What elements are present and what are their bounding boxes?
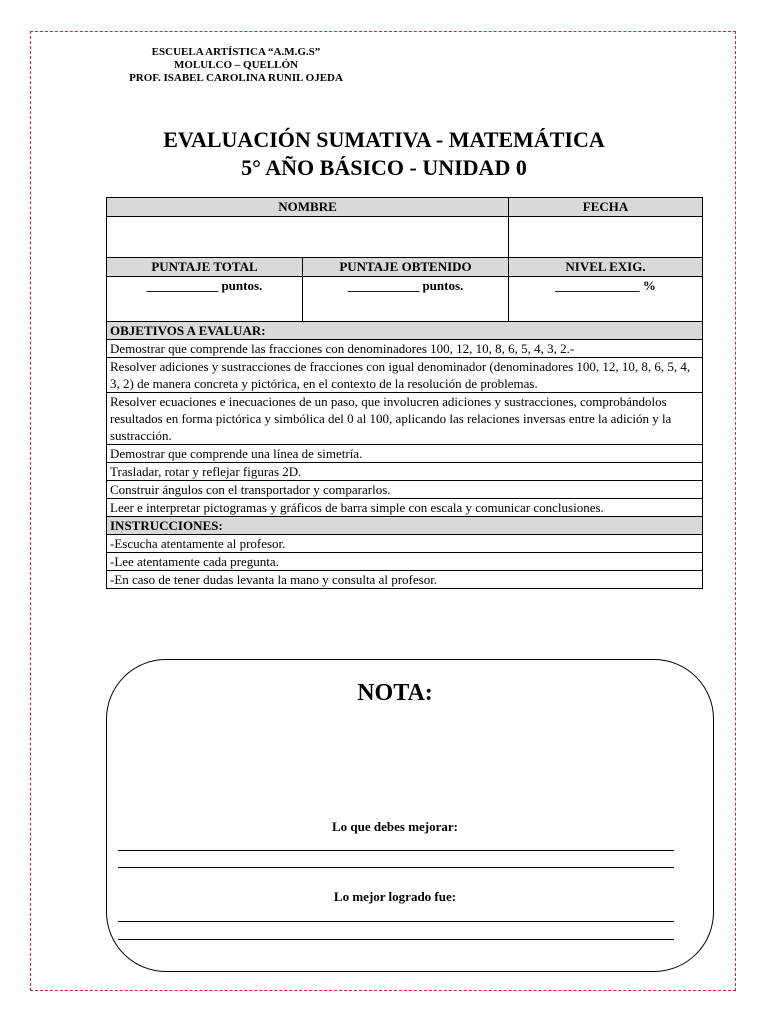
mejorar-line-1[interactable] (118, 850, 674, 851)
instruccion-item: -Escucha atentamente al profesor. (107, 535, 703, 553)
nombre-header: NOMBRE (107, 198, 509, 217)
objetivo-item: Resolver ecuaciones e inecuaciones de un paso, que involucren adiciones y sustracciones, comprobándolos resultados en forma pictórica y simbólica del 0 al 100, aplicando las relaciones inversas entre la adición y la sustracción. (107, 393, 703, 445)
fecha-field[interactable] (509, 217, 703, 258)
objetivo-item: Trasladar, rotar y reflejar figuras 2D. (107, 463, 703, 481)
nivel-field[interactable]: _____________ % (509, 277, 703, 322)
document-subtitle: 5° AÑO BÁSICO - UNIDAD 0 (241, 155, 527, 180)
objetivo-item: Demostrar que comprende una línea de simetría. (107, 445, 703, 463)
logrado-label: Lo mejor logrado fue: (333, 889, 457, 904)
logrado-line-2[interactable] (118, 939, 674, 940)
school-header (106, 46, 366, 85)
teacher-name: PROF. ISABEL CAROLINA RUNIL OJEDA (129, 72, 343, 84)
mejorar-label: Lo que debes mejorar: (331, 819, 458, 834)
school-name: ESCUELA ARTÍSTICA “A.M.G.S” (151, 46, 321, 58)
objetivo-item: Demostrar que comprende las fracciones con denominadores 100, 12, 10, 8, 6, 5, 4, 3, 2.- (107, 340, 703, 358)
nivel-header: NIVEL EXIG. (509, 258, 703, 277)
nota-title: NOTA: (357, 680, 433, 706)
mejorar-line-2[interactable] (118, 867, 674, 868)
objetivo-item: Leer e interpretar pictogramas y gráficos de barra simple con escala y comunicar conclusiones. (107, 499, 703, 517)
puntaje-total-header: PUNTAJE TOTAL (107, 258, 303, 277)
puntaje-total-field[interactable]: ___________ puntos. (107, 277, 303, 322)
objetivo-item: Construir ángulos con el transportador y compararlos. (107, 481, 703, 499)
nombre-field[interactable] (107, 217, 509, 258)
fecha-header: FECHA (509, 198, 703, 217)
document-title: EVALUACIÓN SUMATIVA - MATEMÁTICA (163, 127, 605, 152)
puntaje-obtenido-field[interactable]: ___________ puntos. (303, 277, 509, 322)
objetivos-header: OBJETIVOS A EVALUAR: (107, 322, 703, 340)
puntaje-obtenido-header: PUNTAJE OBTENIDO (303, 258, 509, 277)
school-location: MOLULCO – QUELLÓN (173, 59, 299, 71)
logrado-line-1[interactable] (118, 921, 674, 922)
instrucciones-header: INSTRUCCIONES: (107, 517, 703, 535)
objetivo-item: Resolver adiciones y sustracciones de fracciones con igual denominador (denominadores 100, 12, 10, 8, 6, 5, 4, 3, 2) de manera concreta y pictórica, en el contexto de la resolución de problemas. (107, 358, 703, 393)
instruccion-item: -Lee atentamente cada pregunta. (107, 553, 703, 571)
instruccion-item: -En caso de tener dudas levanta la mano y consulta al profesor. (107, 571, 703, 589)
evaluation-table (106, 197, 703, 589)
